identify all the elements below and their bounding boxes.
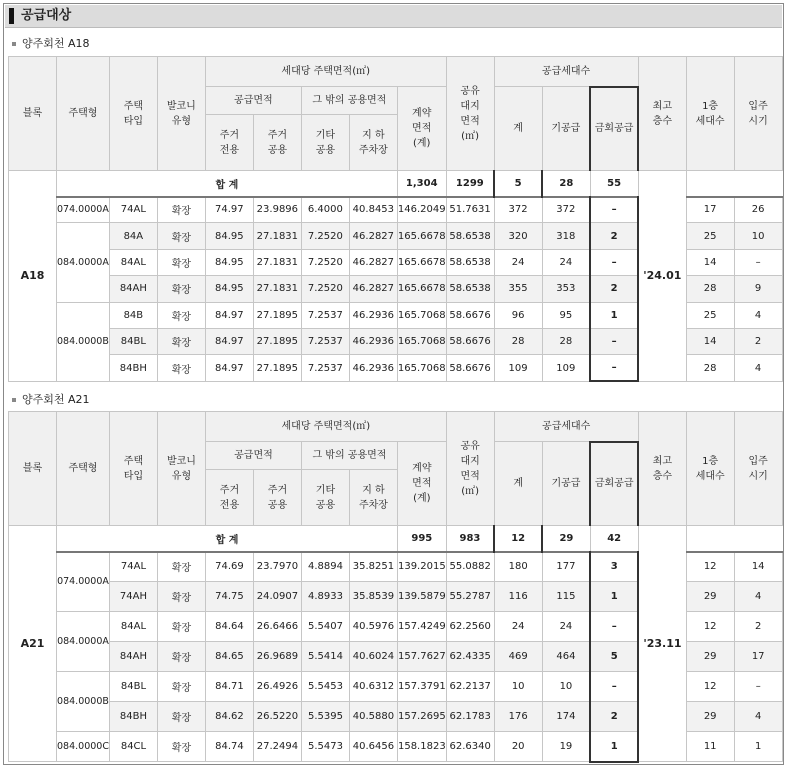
max-floor-cell: 12 (686, 672, 734, 702)
parking-area-cell: 35.8251 (349, 552, 397, 582)
first-floor-cell: 17 (734, 642, 782, 672)
house-kind-cell: 84BH (109, 702, 157, 732)
land-area-cell: 51.7631 (446, 197, 494, 223)
contract-area-cell: 157.7627 (397, 642, 446, 672)
first-floor-cell: 4 (734, 582, 782, 612)
balcony-cell: 확장 (157, 197, 205, 223)
max-floor-cell: 11 (686, 732, 734, 762)
first-floor-cell: 4 (734, 302, 782, 328)
residential-common-cell: 23.9896 (253, 197, 301, 223)
col-other: 기타 공용 (301, 115, 349, 171)
other-common-cell: 7.2537 (301, 302, 349, 328)
total-households-cell: 320 (494, 223, 542, 249)
first-floor-cell: 26 (734, 197, 782, 223)
first-floor-cell: 14 (734, 552, 782, 582)
col-residential-common: 주거 공용 (253, 470, 301, 526)
balcony-cell: 확장 (157, 612, 205, 642)
balcony-cell: 확장 (157, 223, 205, 249)
col-total: 계 (494, 442, 542, 526)
col-households-group: 공급세대수 (494, 412, 638, 442)
other-common-cell: 7.2520 (301, 249, 349, 275)
total-households-cell: 372 (494, 197, 542, 223)
parking-area-cell: 40.6312 (349, 672, 397, 702)
private-area-cell: 84.95 (205, 249, 253, 275)
contract-area-cell: 157.3791 (397, 672, 446, 702)
private-area-cell: 84.65 (205, 642, 253, 672)
land-area-cell: 55.0882 (446, 552, 494, 582)
first-floor-cell: – (734, 672, 782, 702)
balcony-cell: 확장 (157, 328, 205, 354)
house-type-cell: 074.0000A (57, 552, 110, 612)
first-floor-cell: 1 (734, 732, 782, 762)
parking-area-cell: 46.2827 (349, 276, 397, 302)
title-marker (9, 8, 14, 24)
col-contract: 계약 면적 (계) (397, 442, 446, 526)
max-floor-cell: 17 (686, 197, 734, 223)
this-supply-cell: 1 (590, 732, 638, 762)
section-title-text: 양주회천 A21 (22, 393, 90, 406)
contract-area-cell: 165.7068 (397, 328, 446, 354)
sum-max-floor: 28 (542, 171, 590, 197)
total-households-cell: 109 (494, 355, 542, 381)
private-area-cell: 74.69 (205, 552, 253, 582)
land-area-cell: 62.2137 (446, 672, 494, 702)
house-type-cell: 084.0000B (57, 672, 110, 732)
this-supply-cell: 2 (590, 276, 638, 302)
bullet-square-icon (12, 42, 16, 46)
existing-supply-cell: 10 (542, 672, 590, 702)
house-type-cell: 074.0000A (57, 197, 110, 223)
col-house-type: 주택형 (57, 57, 110, 171)
total-households-cell: 10 (494, 672, 542, 702)
other-common-cell: 7.2520 (301, 223, 349, 249)
house-kind-cell: 74AL (109, 197, 157, 223)
land-area-cell: 62.6340 (446, 732, 494, 762)
col-land: 공유 대지 면적 (㎡) (446, 412, 494, 526)
private-area-cell: 84.95 (205, 276, 253, 302)
supply-table-a21 (8, 411, 783, 763)
sum-total: 1,304 (397, 171, 446, 197)
first-floor-cell: 2 (734, 612, 782, 642)
residential-common-cell: 27.1895 (253, 355, 301, 381)
contract-area-cell: 165.6678 (397, 276, 446, 302)
residential-common-cell: 27.1895 (253, 302, 301, 328)
contract-area-cell: 139.5879 (397, 582, 446, 612)
land-area-cell: 55.2787 (446, 582, 494, 612)
existing-supply-cell: 19 (542, 732, 590, 762)
max-floor-cell: 14 (686, 249, 734, 275)
col-balcony: 발코니 유형 (157, 57, 205, 171)
max-floor-cell: 12 (686, 552, 734, 582)
house-kind-cell: 84AH (109, 642, 157, 672)
col-supply-area: 공급면적 (205, 87, 301, 115)
col-first-floor: 1층 세대수 (686, 412, 734, 526)
col-block: 블록 (9, 57, 57, 171)
col-move-in: 입주 시기 (734, 57, 782, 171)
residential-common-cell: 27.1831 (253, 249, 301, 275)
residential-common-cell: 23.7970 (253, 552, 301, 582)
section-title-a21 (12, 393, 90, 407)
residential-common-cell: 27.1895 (253, 328, 301, 354)
this-supply-cell: – (590, 672, 638, 702)
parking-area-cell: 40.5880 (349, 702, 397, 732)
sum-max-floor: 29 (542, 526, 590, 552)
total-households-cell: 469 (494, 642, 542, 672)
col-balcony: 발코니 유형 (157, 412, 205, 526)
parking-area-cell: 46.2827 (349, 249, 397, 275)
col-existing: 기공급 (542, 442, 590, 526)
residential-common-cell: 26.5220 (253, 702, 301, 732)
balcony-cell: 확장 (157, 642, 205, 672)
residential-common-cell: 26.4926 (253, 672, 301, 702)
contract-area-cell: 165.7068 (397, 355, 446, 381)
other-common-cell: 7.2520 (301, 276, 349, 302)
col-households-group: 공급세대수 (494, 57, 638, 87)
balcony-cell: 확장 (157, 355, 205, 381)
residential-common-cell: 26.6466 (253, 612, 301, 642)
col-area-group: 세대당 주택면적(㎡) (205, 412, 446, 442)
existing-supply-cell: 353 (542, 276, 590, 302)
move-in-cell: '24.01 (638, 171, 686, 382)
sum-label: 합 계 (57, 526, 398, 552)
this-supply-cell: 2 (590, 223, 638, 249)
existing-supply-cell: 24 (542, 249, 590, 275)
existing-supply-cell: 109 (542, 355, 590, 381)
total-households-cell: 20 (494, 732, 542, 762)
other-common-cell: 7.2537 (301, 355, 349, 381)
balcony-cell: 확장 (157, 552, 205, 582)
col-house-kind: 주택 타입 (109, 412, 157, 526)
supply-table-a18 (8, 56, 783, 382)
land-area-cell: 58.6538 (446, 276, 494, 302)
this-supply-cell: 1 (590, 582, 638, 612)
existing-supply-cell: 464 (542, 642, 590, 672)
col-other-common: 그 밖의 공용면적 (301, 87, 397, 115)
first-floor-cell: – (734, 249, 782, 275)
parking-area-cell: 40.6024 (349, 642, 397, 672)
existing-supply-cell: 28 (542, 328, 590, 354)
title-bar (5, 5, 782, 28)
section-title-a18 (12, 37, 90, 51)
this-supply-cell: 5 (590, 642, 638, 672)
col-total: 계 (494, 87, 542, 171)
first-floor-cell: 9 (734, 276, 782, 302)
parking-area-cell: 40.5976 (349, 612, 397, 642)
total-households-cell: 24 (494, 249, 542, 275)
page-title: 공급대상 (21, 8, 72, 23)
sum-existing: 1299 (446, 171, 494, 197)
house-kind-cell: 84AL (109, 249, 157, 275)
house-type-cell: 084.0000C (57, 732, 110, 762)
col-other-common: 그 밖의 공용면적 (301, 442, 397, 470)
land-area-cell: 62.4335 (446, 642, 494, 672)
house-kind-cell: 74AL (109, 552, 157, 582)
balcony-cell: 확장 (157, 276, 205, 302)
existing-supply-cell: 115 (542, 582, 590, 612)
existing-supply-cell: 372 (542, 197, 590, 223)
house-kind-cell: 84B (109, 302, 157, 328)
col-parking: 지 하 주차장 (349, 115, 397, 171)
residential-common-cell: 24.0907 (253, 582, 301, 612)
existing-supply-cell: 177 (542, 552, 590, 582)
house-type-cell: 084.0000A (57, 223, 110, 302)
house-kind-cell: 84AH (109, 276, 157, 302)
contract-area-cell: 158.1823 (397, 732, 446, 762)
private-area-cell: 84.95 (205, 223, 253, 249)
land-area-cell: 62.2560 (446, 612, 494, 642)
col-parking: 지 하 주차장 (349, 470, 397, 526)
private-area-cell: 74.75 (205, 582, 253, 612)
residential-common-cell: 26.9689 (253, 642, 301, 672)
residential-common-cell: 27.1831 (253, 276, 301, 302)
private-area-cell: 84.62 (205, 702, 253, 732)
private-area-cell: 84.97 (205, 328, 253, 354)
house-kind-cell: 84BH (109, 355, 157, 381)
this-supply-cell: – (590, 612, 638, 642)
land-area-cell: 58.6676 (446, 328, 494, 354)
col-private: 주거 전용 (205, 470, 253, 526)
land-area-cell: 58.6676 (446, 355, 494, 381)
col-residential-common: 주거 공용 (253, 115, 301, 171)
other-common-cell: 5.5473 (301, 732, 349, 762)
private-area-cell: 74.97 (205, 197, 253, 223)
other-common-cell: 4.8933 (301, 582, 349, 612)
existing-supply-cell: 24 (542, 612, 590, 642)
other-common-cell: 5.5414 (301, 642, 349, 672)
other-common-cell: 7.2537 (301, 328, 349, 354)
total-households-cell: 180 (494, 552, 542, 582)
sum-this-supply: 5 (494, 171, 542, 197)
first-floor-cell: 2 (734, 328, 782, 354)
house-kind-cell: 84BL (109, 672, 157, 702)
land-area-cell: 62.1783 (446, 702, 494, 732)
col-supply-area: 공급면적 (205, 442, 301, 470)
sum-total: 995 (397, 526, 446, 552)
total-households-cell: 28 (494, 328, 542, 354)
section-title-text: 양주회천 A18 (22, 37, 90, 50)
col-max-floor: 최고 층수 (638, 57, 686, 171)
sum-this-supply: 12 (494, 526, 542, 552)
this-supply-cell: – (590, 328, 638, 354)
residential-common-cell: 27.2494 (253, 732, 301, 762)
col-existing: 기공급 (542, 87, 590, 171)
this-supply-cell: – (590, 355, 638, 381)
sum-first-floor: 42 (590, 526, 638, 552)
total-households-cell: 24 (494, 612, 542, 642)
col-house-type: 주택형 (57, 412, 110, 526)
sum-existing: 983 (446, 526, 494, 552)
land-area-cell: 58.6538 (446, 223, 494, 249)
private-area-cell: 84.71 (205, 672, 253, 702)
this-supply-cell: 3 (590, 552, 638, 582)
house-type-cell: 084.0000A (57, 612, 110, 672)
balcony-cell: 확장 (157, 302, 205, 328)
max-floor-cell: 12 (686, 612, 734, 642)
max-floor-cell: 28 (686, 276, 734, 302)
contract-area-cell: 165.7068 (397, 302, 446, 328)
max-floor-cell: 28 (686, 355, 734, 381)
parking-area-cell: 46.2827 (349, 223, 397, 249)
house-kind-cell: 84CL (109, 732, 157, 762)
residential-common-cell: 27.1831 (253, 223, 301, 249)
total-households-cell: 116 (494, 582, 542, 612)
col-max-floor: 최고 층수 (638, 412, 686, 526)
col-house-kind: 주택 타입 (109, 57, 157, 171)
col-private: 주거 전용 (205, 115, 253, 171)
max-floor-cell: 25 (686, 302, 734, 328)
existing-supply-cell: 95 (542, 302, 590, 328)
house-type-cell: 084.0000B (57, 302, 110, 381)
house-kind-cell: 84BL (109, 328, 157, 354)
balcony-cell: 확장 (157, 582, 205, 612)
total-households-cell: 355 (494, 276, 542, 302)
col-area-group: 세대당 주택면적(㎡) (205, 57, 446, 87)
house-kind-cell: 84A (109, 223, 157, 249)
block-cell: A21 (9, 526, 57, 762)
contract-area-cell: 157.2695 (397, 702, 446, 732)
existing-supply-cell: 318 (542, 223, 590, 249)
private-area-cell: 84.74 (205, 732, 253, 762)
col-this-supply: 금회공급 (590, 87, 638, 171)
this-supply-cell: – (590, 197, 638, 223)
other-common-cell: 5.5453 (301, 672, 349, 702)
bullet-square-icon (12, 398, 16, 402)
parking-area-cell: 35.8539 (349, 582, 397, 612)
contract-area-cell: 139.2015 (397, 552, 446, 582)
max-floor-cell: 29 (686, 702, 734, 732)
contract-area-cell: 165.6678 (397, 223, 446, 249)
sum-first-floor: 55 (590, 171, 638, 197)
private-area-cell: 84.97 (205, 302, 253, 328)
col-block: 블록 (9, 412, 57, 526)
contract-area-cell: 146.2049 (397, 197, 446, 223)
col-first-floor: 1층 세대수 (686, 57, 734, 171)
max-floor-cell: 29 (686, 582, 734, 612)
move-in-cell: '23.11 (638, 526, 686, 762)
total-households-cell: 96 (494, 302, 542, 328)
this-supply-cell: – (590, 249, 638, 275)
first-floor-cell: 4 (734, 702, 782, 732)
balcony-cell: 확장 (157, 249, 205, 275)
col-other: 기타 공용 (301, 470, 349, 526)
sum-label: 합 계 (57, 171, 398, 197)
private-area-cell: 84.64 (205, 612, 253, 642)
other-common-cell: 6.4000 (301, 197, 349, 223)
balcony-cell: 확장 (157, 702, 205, 732)
parking-area-cell: 40.6456 (349, 732, 397, 762)
max-floor-cell: 14 (686, 328, 734, 354)
contract-area-cell: 165.6678 (397, 249, 446, 275)
other-common-cell: 4.8894 (301, 552, 349, 582)
block-cell: A18 (9, 171, 57, 382)
house-kind-cell: 84AL (109, 612, 157, 642)
parking-area-cell: 46.2936 (349, 302, 397, 328)
existing-supply-cell: 174 (542, 702, 590, 732)
col-move-in: 입주 시기 (734, 412, 782, 526)
this-supply-cell: 1 (590, 302, 638, 328)
parking-area-cell: 46.2936 (349, 328, 397, 354)
total-households-cell: 176 (494, 702, 542, 732)
land-area-cell: 58.6676 (446, 302, 494, 328)
land-area-cell: 58.6538 (446, 249, 494, 275)
this-supply-cell: 2 (590, 702, 638, 732)
contract-area-cell: 157.4249 (397, 612, 446, 642)
first-floor-cell: 10 (734, 223, 782, 249)
max-floor-cell: 29 (686, 642, 734, 672)
col-contract: 계약 면적 (계) (397, 87, 446, 171)
parking-area-cell: 40.8453 (349, 197, 397, 223)
col-this-supply: 금회공급 (590, 442, 638, 526)
first-floor-cell: 4 (734, 355, 782, 381)
col-land: 공유 대지 면적 (㎡) (446, 57, 494, 171)
balcony-cell: 확장 (157, 672, 205, 702)
other-common-cell: 5.5407 (301, 612, 349, 642)
balcony-cell: 확장 (157, 732, 205, 762)
max-floor-cell: 25 (686, 223, 734, 249)
parking-area-cell: 46.2936 (349, 355, 397, 381)
house-kind-cell: 74AH (109, 582, 157, 612)
private-area-cell: 84.97 (205, 355, 253, 381)
other-common-cell: 5.5395 (301, 702, 349, 732)
